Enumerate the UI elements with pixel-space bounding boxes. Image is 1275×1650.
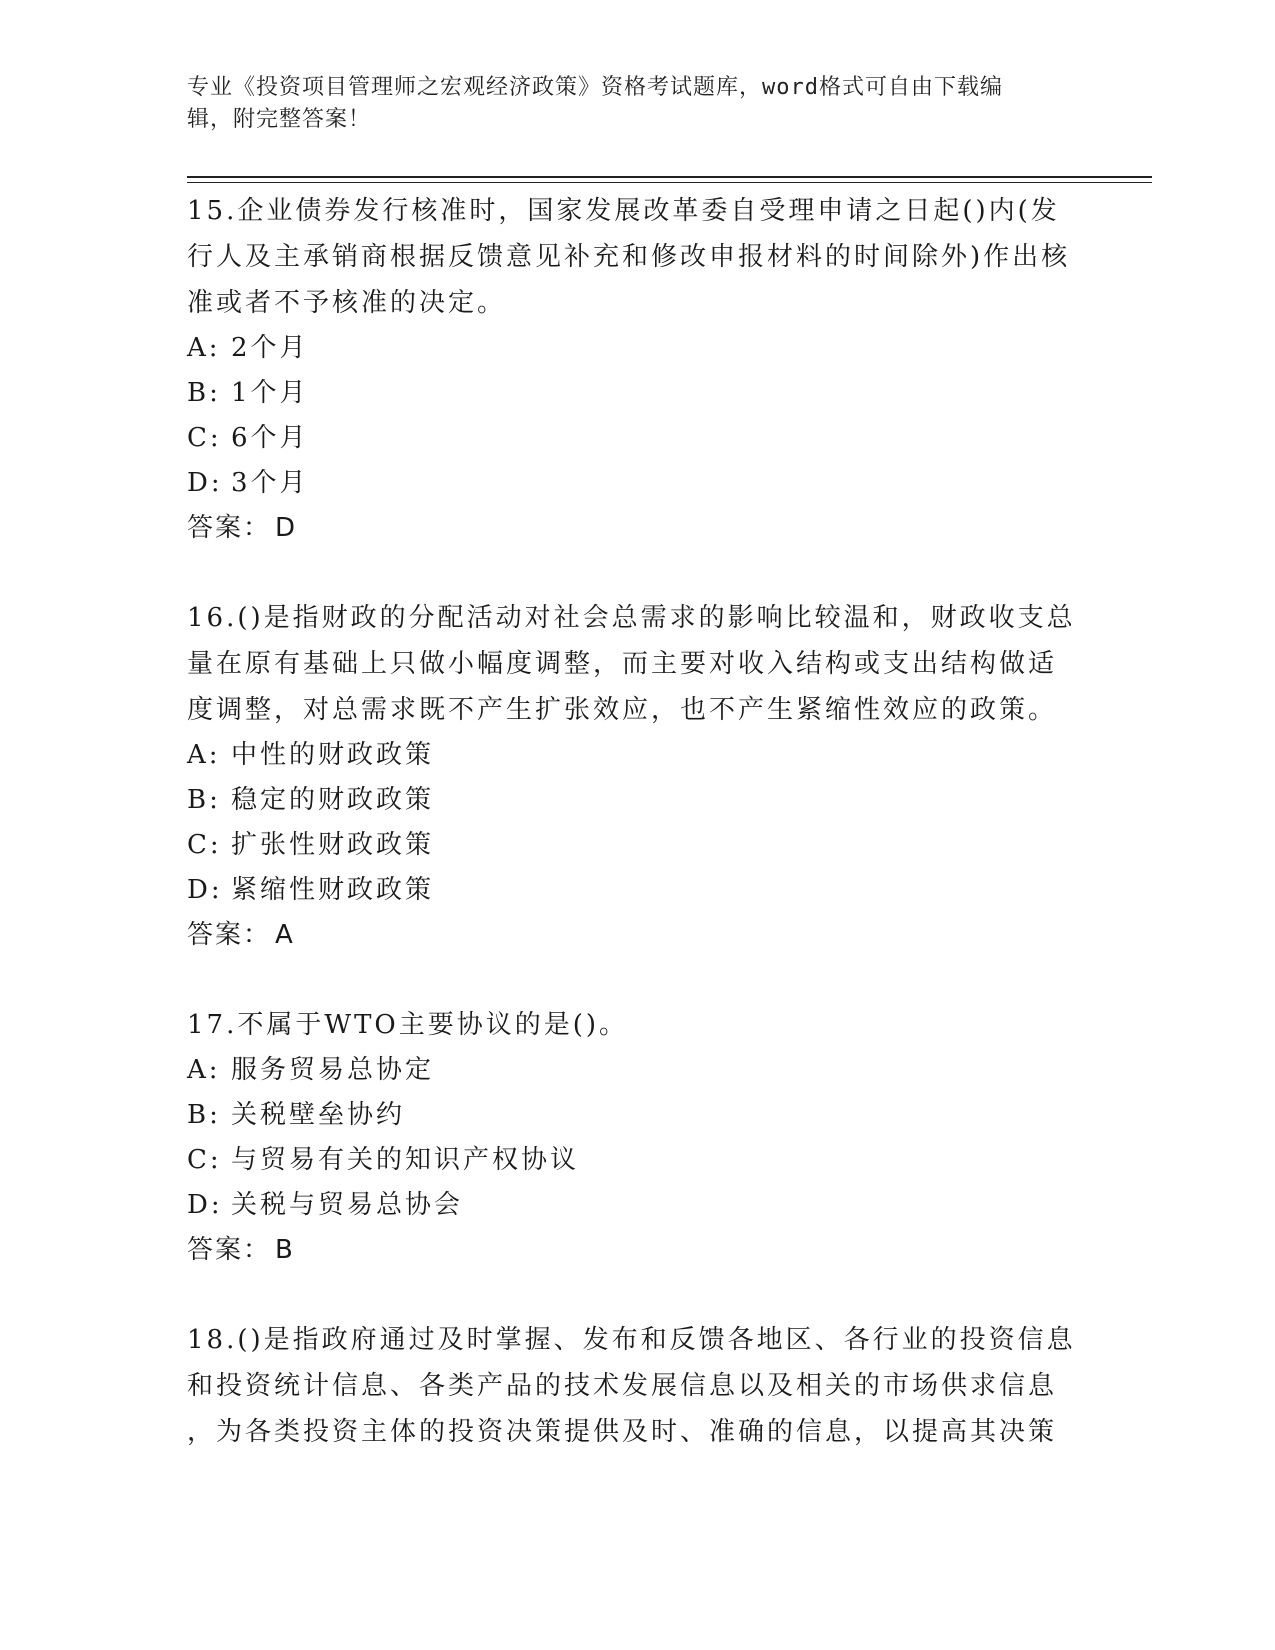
option-text: 6个月 bbox=[231, 423, 309, 453]
question-text-line: 行人及主承销商根据反馈意见补充和修改申报材料的时间除外)作出核 bbox=[187, 242, 1071, 272]
question-15 bbox=[187, 188, 1087, 551]
answer-label: 答案： bbox=[187, 513, 272, 543]
option-a bbox=[187, 733, 1087, 778]
option-text: 稳定的财政政策 bbox=[231, 785, 435, 815]
option-c bbox=[187, 1138, 1087, 1183]
question-16 bbox=[187, 595, 1087, 958]
option-text: 关税与贸易总协会 bbox=[231, 1190, 464, 1220]
header-line-2: 辑，附完整答案！ bbox=[187, 107, 372, 132]
answer-line bbox=[187, 1228, 1087, 1273]
question-17 bbox=[187, 1002, 1087, 1273]
option-letter: A: bbox=[187, 740, 221, 770]
question-spacer bbox=[187, 1273, 1087, 1317]
question-text-line: 15.企业债券发行核准时，国家发展改革委自受理申请之日起()内(发 bbox=[187, 196, 1060, 226]
answer-label: 答案： bbox=[187, 920, 272, 950]
question-list bbox=[187, 188, 1087, 1455]
question-spacer bbox=[187, 551, 1087, 595]
option-letter: D: bbox=[187, 468, 223, 498]
option-d bbox=[187, 868, 1087, 913]
document-header bbox=[187, 72, 1067, 136]
option-d bbox=[187, 1183, 1087, 1228]
question-text-line: 和投资统计信息、各类产品的技术发展信息以及相关的市场供求信息 bbox=[187, 1371, 1058, 1401]
option-d bbox=[187, 461, 1087, 506]
option-text: 紧缩性财政政策 bbox=[231, 875, 435, 905]
option-text: 与贸易有关的知识产权协议 bbox=[231, 1145, 580, 1175]
option-letter: B: bbox=[187, 1100, 221, 1130]
option-b bbox=[187, 1093, 1087, 1138]
option-c bbox=[187, 823, 1087, 868]
answer-value: A bbox=[275, 920, 295, 950]
option-a bbox=[187, 326, 1087, 371]
option-b bbox=[187, 778, 1087, 823]
option-letter: C: bbox=[187, 830, 222, 860]
question-text-line: ，为各类投资主体的投资决策提供及时、准确的信息，以提高其决策 bbox=[187, 1417, 1058, 1447]
option-letter: B: bbox=[187, 378, 221, 408]
option-text: 关税壁垒协约 bbox=[231, 1100, 406, 1130]
question-text-line: 18.()是指政府通过及时掌握、发布和反馈各地区、各行业的投资信息 bbox=[187, 1325, 1076, 1355]
option-text: 中性的财政政策 bbox=[231, 740, 435, 770]
header-line-1: 专业《投资项目管理师之宏观经济政策》资格考试题库，word格式可自由下载编 bbox=[187, 75, 1003, 100]
option-c bbox=[187, 416, 1087, 461]
question-text-line: 准或者不予核准的决定。 bbox=[187, 288, 507, 318]
option-text: 1个月 bbox=[231, 378, 309, 408]
answer-line bbox=[187, 913, 1087, 958]
answer-value: D bbox=[275, 513, 298, 543]
answer-line bbox=[187, 506, 1087, 551]
answer-label: 答案： bbox=[187, 1235, 272, 1265]
question-18 bbox=[187, 1317, 1087, 1455]
option-b bbox=[187, 371, 1087, 416]
option-text: 2个月 bbox=[231, 333, 309, 363]
question-spacer bbox=[187, 958, 1087, 1002]
option-text: 3个月 bbox=[231, 468, 309, 498]
option-letter: A: bbox=[187, 1055, 221, 1085]
option-letter: C: bbox=[187, 423, 222, 453]
question-text-line: 度调整，对总需求既不产生扩张效应，也不产生紧缩性效应的政策。 bbox=[187, 695, 1058, 725]
option-letter: B: bbox=[187, 785, 221, 815]
option-text: 服务贸易总协定 bbox=[231, 1055, 435, 1085]
option-letter: D: bbox=[187, 875, 223, 905]
option-text: 扩张性财政政策 bbox=[231, 830, 435, 860]
option-letter: C: bbox=[187, 1145, 222, 1175]
question-text-line: 16.()是指财政的分配活动对社会总需求的影响比较温和，财政收支总 bbox=[187, 603, 1076, 633]
answer-value: B bbox=[275, 1235, 295, 1265]
header-divider-thick bbox=[187, 176, 1152, 178]
question-text-line: 量在原有基础上只做小幅度调整，而主要对收入结构或支出结构做适 bbox=[187, 649, 1058, 679]
option-letter: D: bbox=[187, 1190, 223, 1220]
option-a bbox=[187, 1048, 1087, 1093]
option-letter: A: bbox=[187, 333, 221, 363]
question-text-line: 17.不属于WTO主要协议的是()。 bbox=[187, 1010, 629, 1040]
header-divider-thin bbox=[187, 182, 1152, 183]
